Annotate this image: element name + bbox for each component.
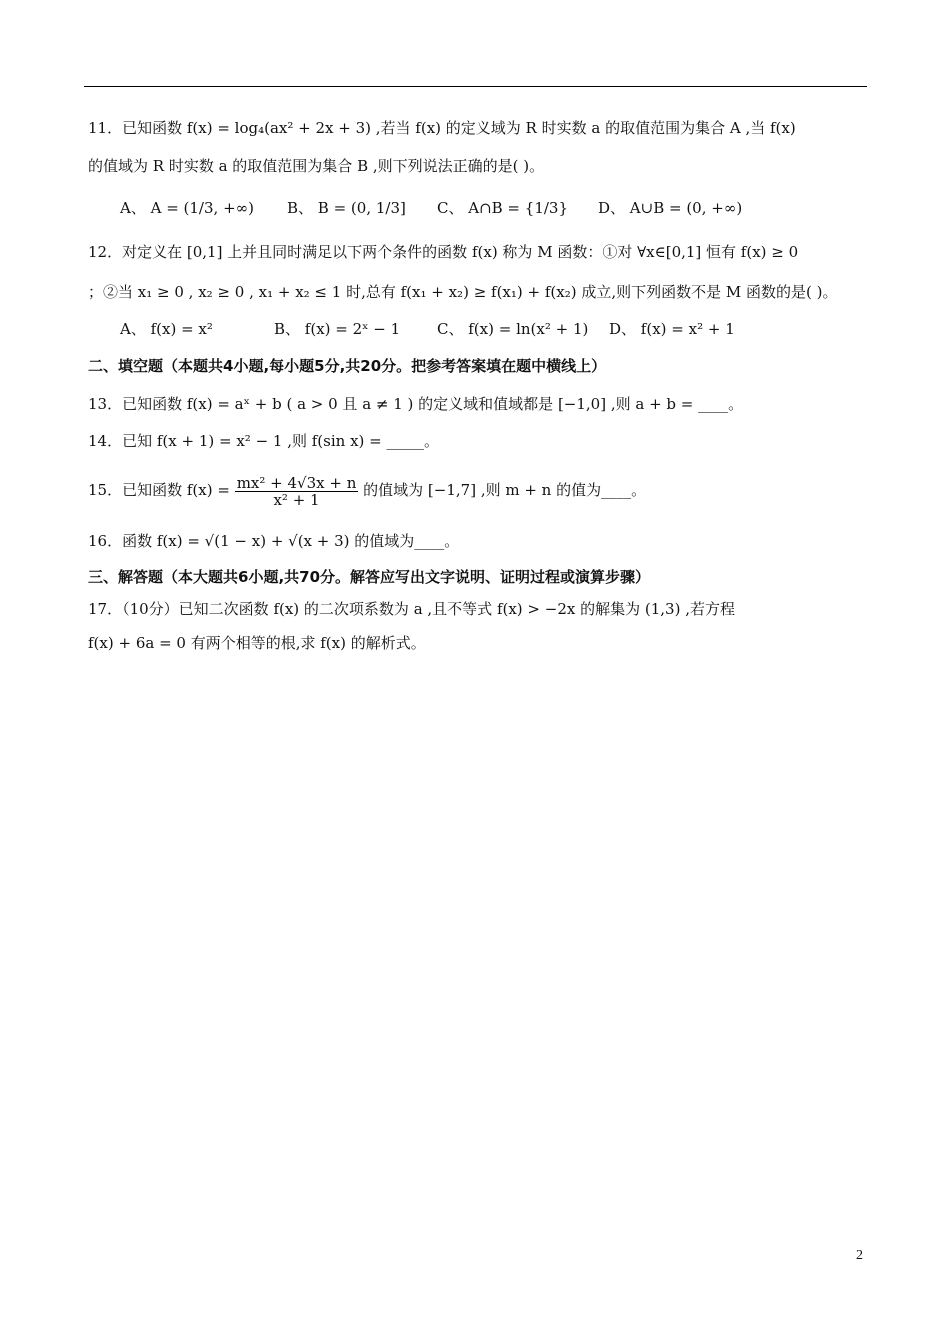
q15-denominator: x² + 1	[273, 490, 320, 509]
q11-option-c: C、 A∩B = {1/3}	[437, 199, 569, 217]
q11-option-a: A、 A = (1/3, +∞)	[120, 199, 254, 217]
q15-prefix: 15．已知函数 f(x) =	[88, 481, 230, 499]
q15-fraction	[235, 475, 359, 508]
q11-option-d: D、 A∪B = (0, +∞)	[598, 199, 743, 217]
q11-option-b: B、 B = (0, 1/3]	[287, 199, 406, 217]
q12-option-d: D、 f(x) = x² + 1	[609, 320, 735, 338]
q12-line2: ；②当 x₁ ≥ 0 , x₂ ≥ 0 , x₁ + x₂ ≤ 1 时,总有 f(x₁ + x₂) ≥ f(x₁) + f(x₂) 成立,则下列函数不是 M 函数的是( )。	[88, 283, 838, 301]
q14: 14．已知 f(x + 1) = x² − 1 ,则 f(sin x) = _____。	[88, 432, 439, 450]
q11-line2: 的值域为 R 时实数 a 的取值范围为集合 B ,则下列说法正确的是( )。	[88, 157, 545, 175]
q12-option-c: C、 f(x) = ln(x² + 1)	[437, 320, 589, 338]
q15	[88, 470, 646, 510]
q13: 13．已知函数 f(x) = aˣ + b ( a > 0 且 a ≠ 1 ) 的定义域和值域都是 [−1,0] ,则 a + b = ____。	[88, 395, 744, 413]
section3-heading: 三、解答题（本大题共6小题,共70分。解答应写出文字说明、证明过程或演算步骤）	[88, 568, 651, 586]
top-rule	[84, 86, 867, 87]
q17-line2: f(x) + 6a = 0 有两个相等的根,求 f(x) 的解析式。	[88, 634, 426, 652]
q12-option-b: B、 f(x) = 2ˣ − 1	[274, 320, 401, 338]
q11-line1: 11．已知函数 f(x) = log₄(ax² + 2x + 3) ,若当 f(x) 的定义域为 R 时实数 a 的取值范围为集合 A ,当 f(x)	[88, 119, 796, 137]
q12-line1: 12．对定义在 [0,1] 上并且同时满足以下两个条件的函数 f(x) 称为 M 函数：①对 ∀x∈[0,1] 恒有 f(x) ≥ 0	[88, 243, 799, 261]
q15-suffix: 的值域为 [−1,7] ,则 m + n 的值为____。	[363, 481, 647, 499]
q17-line1: 17．（10分）已知二次函数 f(x) 的二次项系数为 a ,且不等式 f(x) > −2x 的解集为 (1,3) ,若方程	[88, 600, 735, 618]
q16: 16．函数 f(x) = √(1 − x) + √(x + 3) 的值域为____。	[88, 532, 460, 550]
page-number: 2	[856, 1248, 863, 1263]
q12-option-a: A、 f(x) = x²	[120, 320, 213, 338]
q15-numerator: mx² + 4√3x + n	[236, 473, 357, 492]
section2-heading: 二、填空题（本题共4小题,每小题5分,共20分。把参考答案填在题中横线上）	[88, 357, 607, 375]
